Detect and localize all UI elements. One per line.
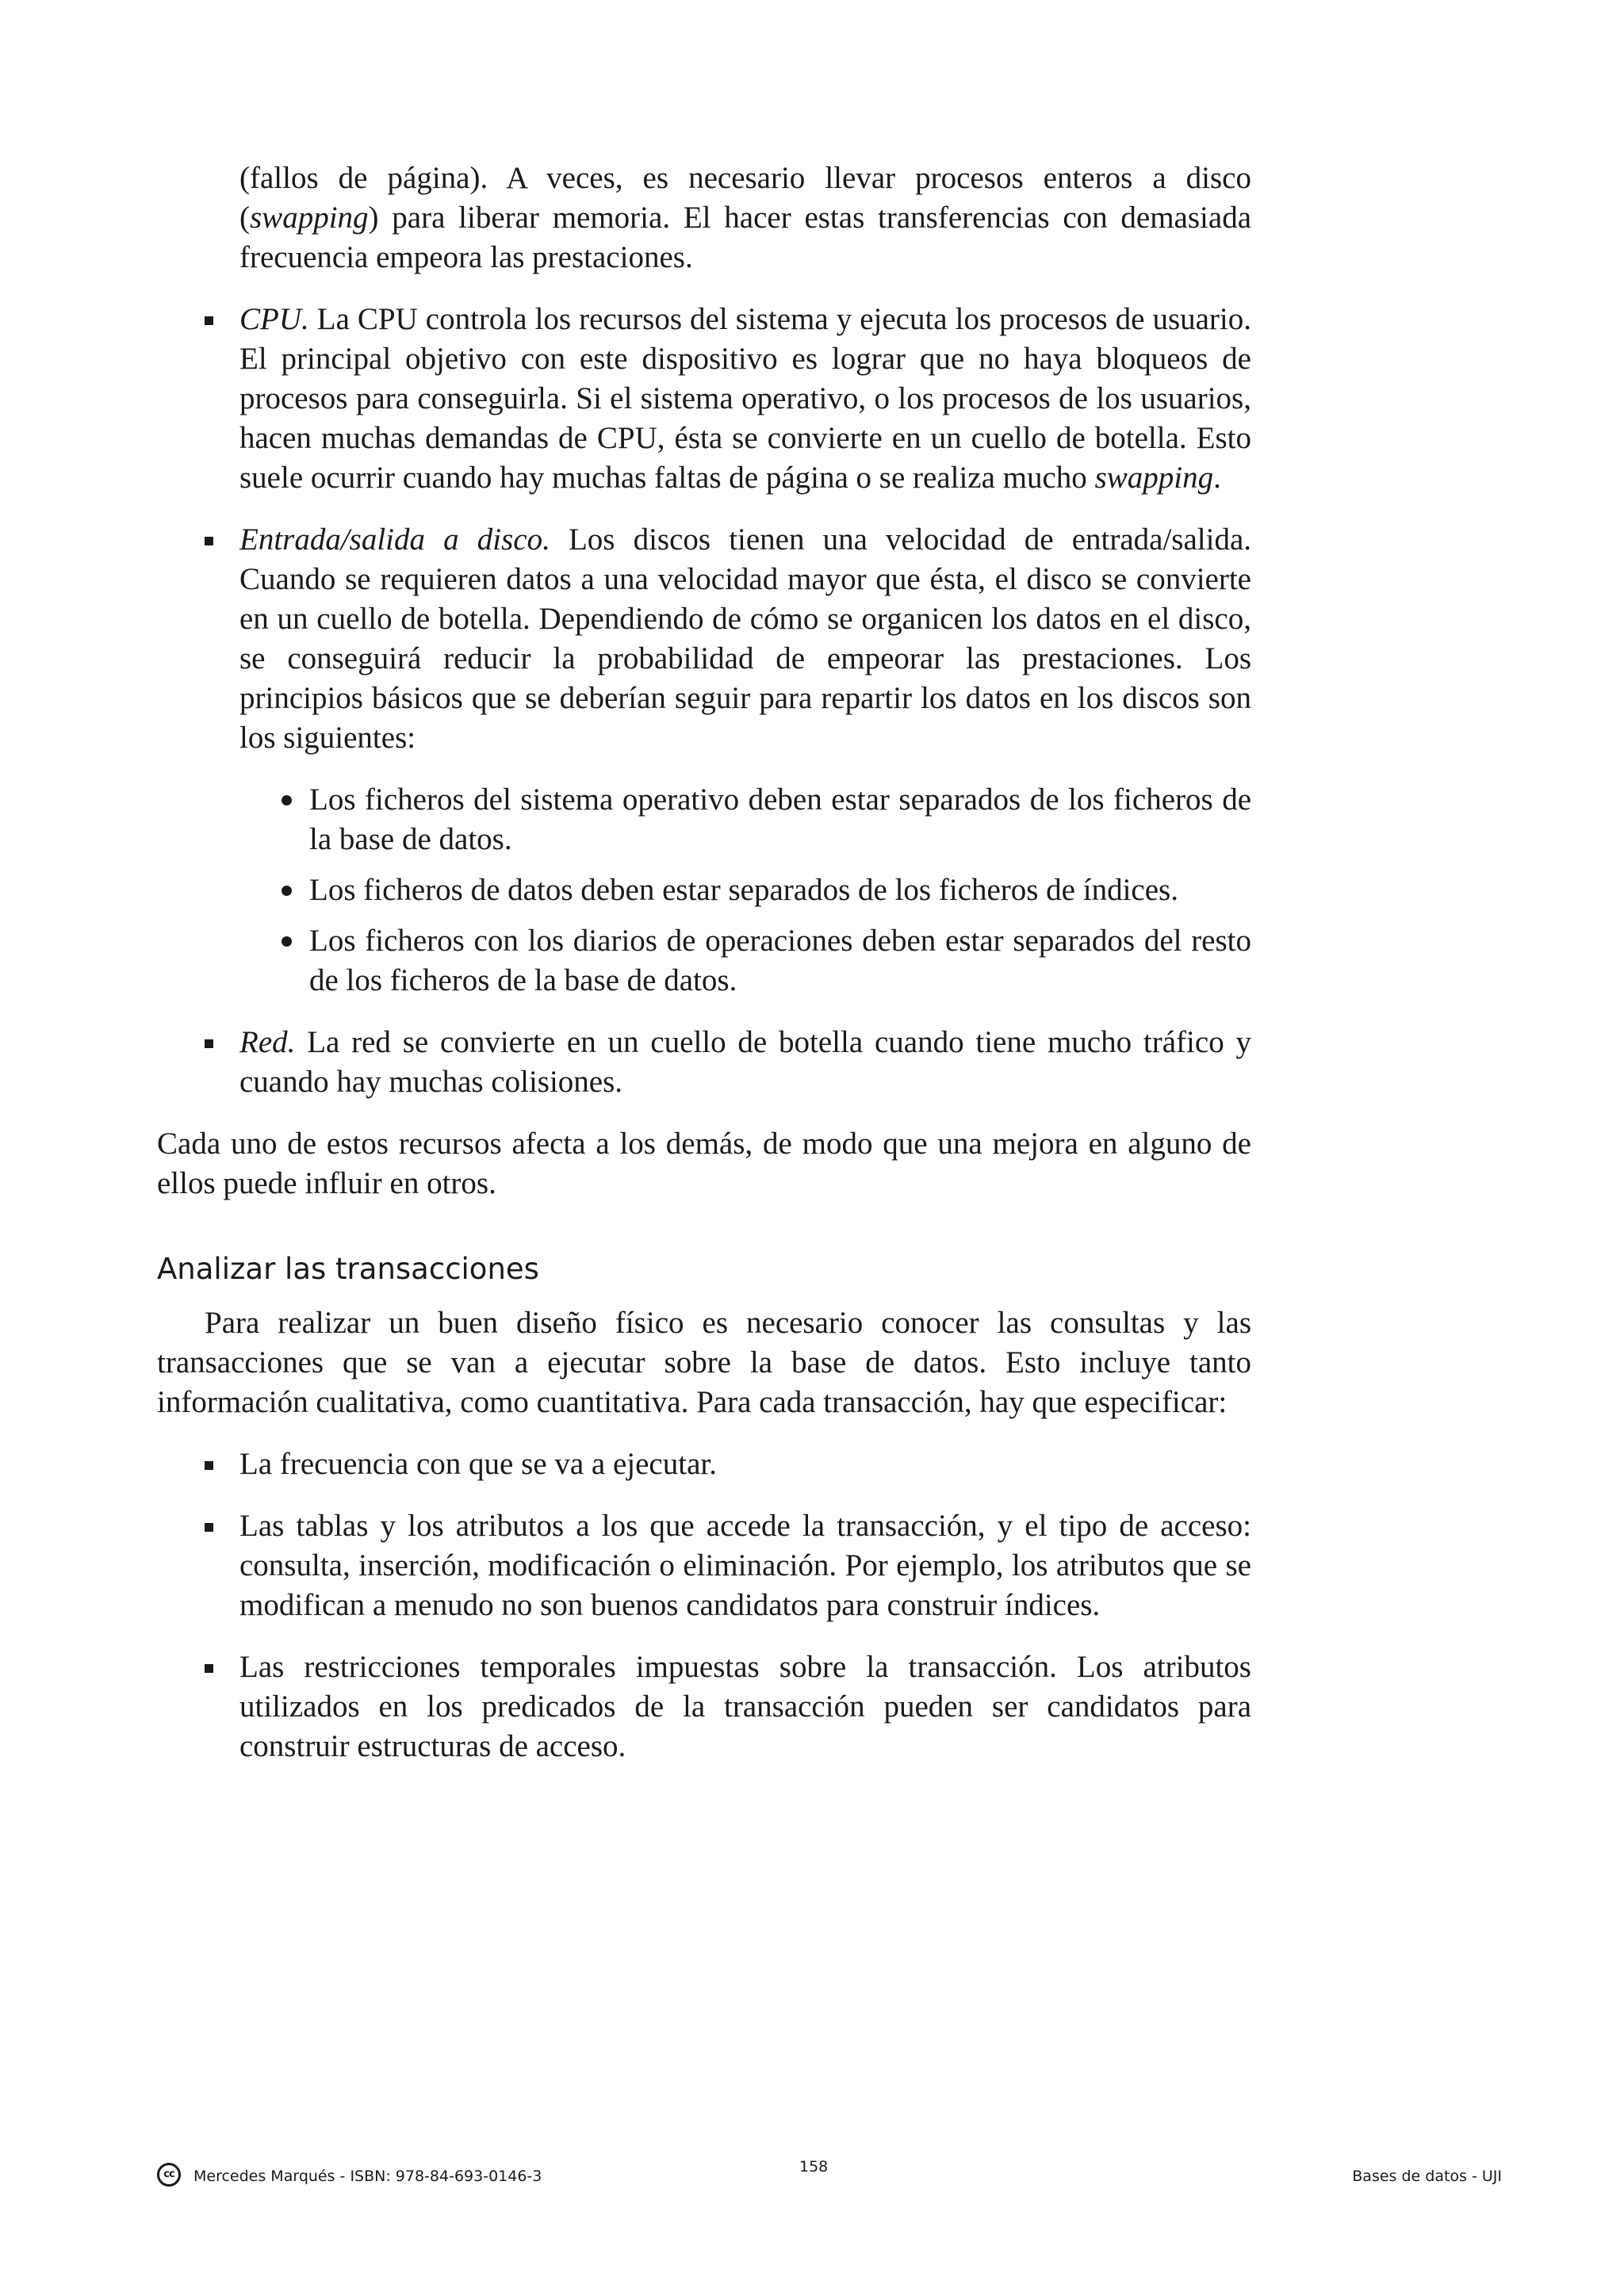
sublist-item-text: Los ficheros con los diarios de operaciones deben estar separados del resto de los ficheros de la base de datos. xyxy=(309,924,1251,997)
intro-text: (fallos de página). A veces, es necesario llevar procesos enteros a disco ( xyxy=(239,161,1251,235)
square-bullet-icon xyxy=(205,1039,213,1048)
round-bullet-icon xyxy=(282,886,292,896)
list-item-text: Las tablas y los atributos a los que accede la transacción, y el tipo de acceso: consulta, inserción, modificación o eliminación. Por ejemplo, los atributos que se modifican a menudo no son buenos candidatos para construir índices. xyxy=(239,1509,1251,1622)
sublist-item-text: Los ficheros de datos deben estar separados de los ficheros de índices. xyxy=(309,873,1178,907)
creative-commons-icon: cc xyxy=(157,2163,181,2187)
square-bullet-icon xyxy=(205,1523,213,1532)
round-bullet-icon xyxy=(282,936,292,947)
square-bullet-icon xyxy=(205,1461,213,1470)
closing-paragraph: Cada uno de estos recursos afecta a los demás, de modo que una mejora en alguno de ellos puede influir en otros. xyxy=(157,1127,1251,1200)
item-term: CPU. xyxy=(239,302,309,336)
intro-continuation xyxy=(239,159,1251,277)
list-item-text: La frecuencia con que se va a ejecutar. xyxy=(239,1447,717,1481)
section-intro: Para realizar un buen diseño físico es necesario conocer las consultas y las transacciones que se van a ejecutar sobre la base de datos. Esto incluye tanto información cualitativa, como cuantitativa. Para cada transacción, hay que especificar: xyxy=(157,1306,1251,1419)
list-item xyxy=(157,1506,1251,1625)
square-bullet-icon xyxy=(205,1664,213,1673)
square-bullet-icon xyxy=(205,537,213,545)
list-item-cpu xyxy=(157,300,1251,498)
page-footer xyxy=(157,2158,1502,2190)
item-text-end: . xyxy=(1213,461,1221,495)
item-term: Red. xyxy=(239,1025,296,1059)
square-bullet-icon xyxy=(205,316,213,325)
item-text: Los discos tienen una velocidad de entrada/salida. Cuando se requieren datos a una velocidad mayor que ésta, el disco se convierte en un cuello de botella. Dependiendo de cómo se organicen los datos en el disco, se conseguirá reducir la probabilidad de empeorar las prestaciones. Los principios básicos que se deberían seguir para repartir los datos en los discos son los siguientes: xyxy=(239,522,1252,755)
list-item-text: Las restricciones temporales impuestas sobre la transacción. Los atributos utilizados en los predicados de la transacción pueden ser candidatos para construir estructuras de acceso. xyxy=(239,1650,1251,1763)
item-emphasis: swapping xyxy=(1094,461,1214,495)
footer-book: Bases de datos - UJI xyxy=(1352,2168,1502,2185)
page-body xyxy=(157,159,1251,1789)
sublist xyxy=(239,780,1251,1001)
sublist-item xyxy=(239,780,1251,859)
list-item-network xyxy=(157,1023,1251,1102)
footer-author: Mercedes Marqués - ISBN: 978-84-693-0146-3 xyxy=(193,2168,542,2185)
list-item xyxy=(157,1445,1251,1484)
sublist-item xyxy=(239,871,1251,910)
item-text: La red se convierte en un cuello de botella cuando tiene mucho tráfico y cuando hay muchas colisiones. xyxy=(239,1025,1251,1099)
section-heading: Analizar las transacciones xyxy=(157,1252,539,1286)
list-item xyxy=(157,1647,1251,1766)
intro-text-end: ) para liberar memoria. El hacer estas transferencias con demasiada frecuencia empeora las prestaciones. xyxy=(239,201,1251,274)
item-term: Entrada/salida a disco. xyxy=(239,522,550,557)
sublist-item-text: Los ficheros del sistema operativo deben estar separados de los ficheros de la base de datos. xyxy=(309,783,1251,856)
page-number: 158 xyxy=(799,2158,829,2175)
list-item-disk-io xyxy=(157,520,1251,1001)
intro-emphasis: swapping xyxy=(250,201,369,235)
item-text: La CPU controla los recursos del sistema y ejecuta los procesos de usuario. El principal objetivo con este dispositivo es lograr que no haya bloqueos de procesos para conseguirla. Si el sistema operativo, o los procesos de los usuarios, hacen muchas demandas de CPU, ésta se convierte en un cuello de botella. Esto suele ocurrir cuando hay muchas faltas de página o se realiza mucho xyxy=(239,302,1251,495)
round-bullet-icon xyxy=(282,795,292,806)
sublist-item xyxy=(239,921,1251,1001)
